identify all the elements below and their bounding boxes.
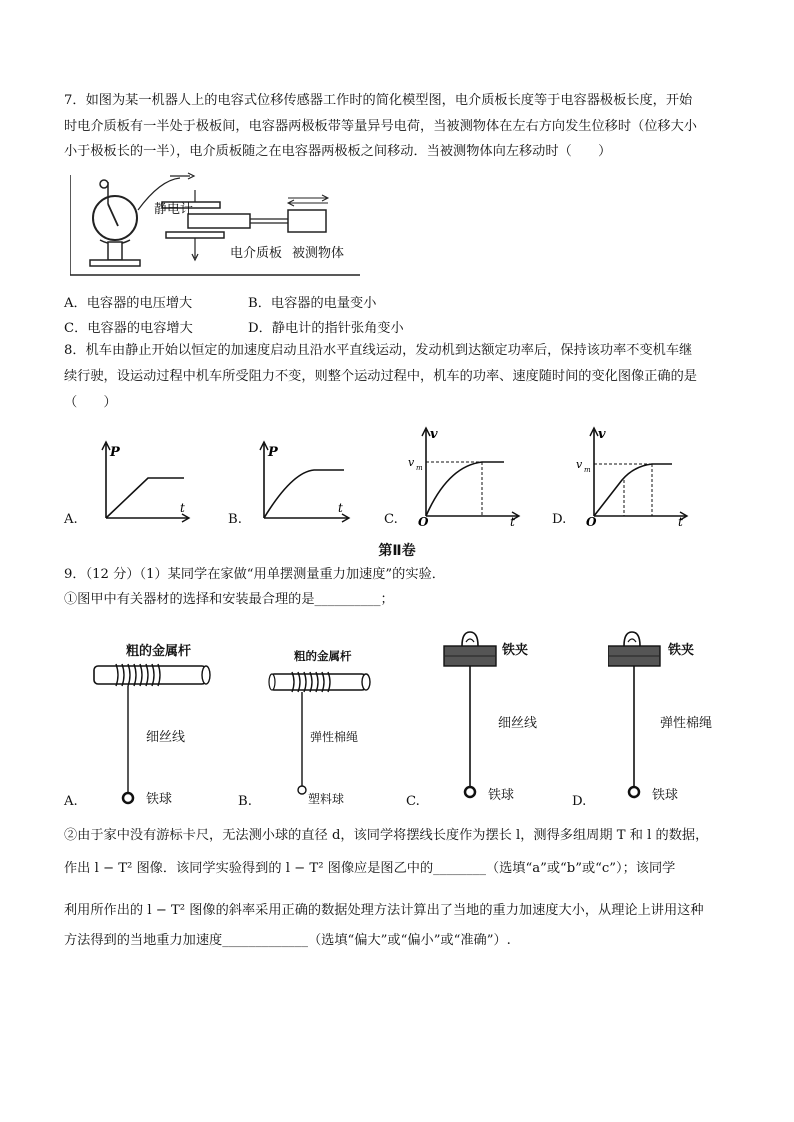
q7-option-d: D．静电计的指针张角变小 [248,321,404,336]
b-string-label: 弹性棉绳 [310,730,359,744]
q8-graph-a [92,436,192,526]
c-clip-label: 铁夹 [502,643,529,658]
a-ball-label: 铁球 [146,792,173,807]
svg-text:t: t [180,501,185,515]
svg-text:m: m [584,466,591,474]
svg-text:t: t [510,515,515,526]
q8-graph-c [404,422,524,526]
q9-part2-line4: 方法得到的当地重力加速度_____________（选填“偏大”或“偏小”或“准确”）. [64,933,511,948]
object-label: 被测物体 [292,246,345,261]
b-rod-label: 粗的金属杆 [294,649,352,663]
d-clip-label: 铁夹 [668,643,695,658]
svg-text:P: P [110,445,120,460]
q8-graph-c-letter: C. [384,512,398,527]
q8-graph-a-letter: A. [64,512,78,527]
q8-line2: 续行驶，设运动过程中机车所受阻力不变，则整个运动过程中，机车的功率、速度随时间的变化图像正确的是 [64,369,697,384]
q8-line3: （ ） [64,395,117,410]
svg-text:v: v [576,458,583,471]
q9-option-c: C. [406,794,420,809]
q7-capacitor-figure [70,170,360,280]
svg-text:v: v [408,456,415,469]
a-string-label: 细丝线 [146,730,186,745]
svg-text:t: t [338,501,343,515]
svg-text:v: v [598,427,606,442]
q7-option-a: A．电容器的电压增大 [64,296,193,311]
d-ball-label: 铁球 [652,788,679,803]
q7-option-c: C．电容器的电容增大 [64,321,193,336]
q9-line2: ①图甲中有关器材的选择和安装最合理的是__________； [64,592,394,607]
q9-line1: 9．（12 分）（1）某同学在家做“用单摆测量重力加速度”的实验． [64,567,445,582]
c-ball-label: 铁球 [488,788,515,803]
svg-text:O: O [586,515,597,526]
svg-text:t: t [678,515,683,526]
q8-graph-d [572,422,692,526]
section-title: 第Ⅱ卷 [378,543,416,559]
q9-option-a: A. [64,794,78,809]
b-ball-label: 塑料球 [308,792,345,806]
q7-line3: 小于极板长的一半），电介质板随之在电容器两极板之间移动．当被测物体向左移动时（ ） [64,144,612,159]
q9-option-b: B. [238,794,252,809]
svg-text:m: m [416,464,423,472]
q7-line2: 时电介质板有一半处于极板间，电容器两极板带等量异号电荷，当被测物体在左右方向发生位移时（位移大小 [64,119,697,134]
c-string-label: 细丝线 [498,716,538,731]
q7-line1: 7．如图为某一机器人上的电容式位移传感器工作时的简化模型图，电介质板长度等于电容器极板长度，开始 [64,93,693,108]
q9-part2-line3: 利用所作出的 l − T² 图像的斜率采用正确的数据处理方法计算出了当地的重力加速度大小，从理论上讲用这种 [64,903,704,918]
q8-graph-b [252,436,352,526]
q9-option-d: D. [572,794,587,809]
svg-text:O: O [418,515,429,526]
svg-text:v: v [430,427,438,442]
q9-part2-line2: 作出 l − T² 图像．该同学实验得到的 l − T² 图像应是图乙中的________（选填“a”或“b”或“c”）；该同学 [64,861,676,876]
q9-part2-line1: ②由于家中没有游标卡尺，无法测小球的直径 d，该同学将摆线长度作为摆长 l，测得多组周期 T 和 l 的数据， [64,828,709,843]
q8-graph-d-letter: D. [552,512,567,527]
electrometer-label: 静电计 [154,202,194,217]
q8-line1: 8．机车由静止开始以恒定的加速度启动且沿水平直线运动，发动机到达额定功率后，保持该功率不变机车继 [64,343,693,358]
q8-graph-b-letter: B. [228,512,242,527]
dielectric-label: 电介质板 [230,246,283,261]
a-rod-label: 粗的金属杆 [126,644,192,659]
d-string-label: 弹性棉绳 [660,716,713,731]
q7-option-b: B．电容器的电量变小 [248,296,377,311]
svg-text:P: P [268,445,278,460]
